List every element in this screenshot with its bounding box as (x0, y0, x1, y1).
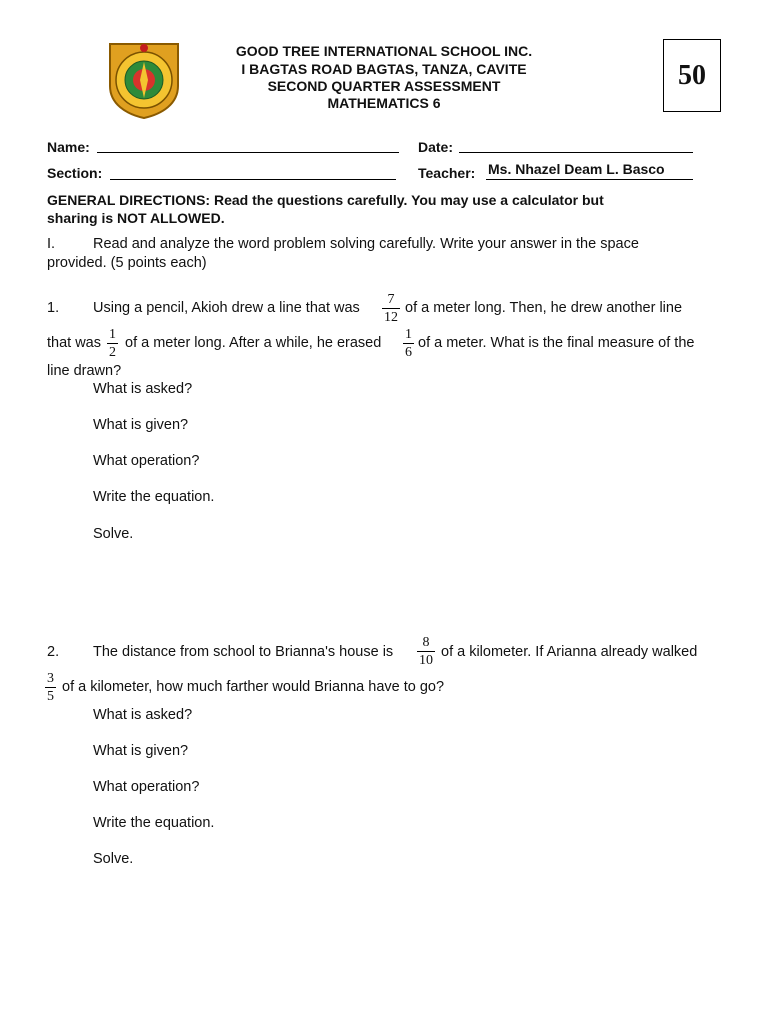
section-field[interactable] (110, 179, 396, 180)
q1-fraction-3-den: 6 (405, 345, 412, 360)
part-numeral: I. (47, 236, 56, 252)
q1-fraction-3 (403, 327, 414, 360)
date-field[interactable] (459, 152, 693, 153)
q2-prompt-operation: What operation? (93, 779, 200, 795)
q1-fraction-1-den: 12 (384, 310, 398, 325)
part-instructions: Read and analyze the word problem solving carefully. Write your answer in the space (93, 236, 639, 252)
q1-prompt-solve: Solve. (93, 526, 134, 542)
fraction-bar (45, 687, 56, 688)
q2-fraction-1-num: 8 (422, 635, 430, 650)
general-directions-cont: sharing is NOT ALLOWED. (47, 210, 225, 226)
q2-number: 2. (47, 644, 60, 660)
q2-prompt-asked: What is asked? (93, 707, 193, 723)
teacher-label: Teacher: (418, 165, 476, 181)
q1-fraction-3-num: 1 (405, 327, 412, 342)
general-directions: GENERAL DIRECTIONS: Read the questions carefully. You may use a calculator but (47, 192, 604, 208)
q2-prompt-equation: Write the equation. (93, 815, 215, 831)
q1-fraction-2-num: 1 (109, 327, 116, 342)
subject-title: MATHEMATICS 6 (327, 95, 441, 111)
total-score-box: 50 (663, 39, 721, 112)
q1-text-f: line drawn? (47, 363, 122, 379)
name-field[interactable] (97, 152, 399, 153)
fraction-bar (382, 308, 400, 309)
q1-fraction-2-den: 2 (109, 345, 116, 360)
q1-text-a: Using a pencil, Akioh drew a line that was (93, 300, 360, 316)
fraction-bar (403, 343, 414, 344)
q2-text-b: of a kilometer. If Arianna already walked (441, 644, 698, 660)
q1-prompt-operation: What operation? (93, 453, 200, 469)
q1-prompt-equation: Write the equation. (93, 489, 215, 505)
q1-prompt-asked: What is asked? (93, 381, 193, 397)
q2-text-c: of a kilometer, how much farther would Brianna have to go? (62, 679, 445, 695)
q2-prompt-given: What is given? (93, 743, 189, 759)
q2-fraction-2-num: 3 (47, 671, 54, 686)
q2-fraction-2 (45, 671, 56, 704)
q1-fraction-1-num: 7 (387, 292, 395, 307)
exam-title: SECOND QUARTER ASSESSMENT (267, 78, 501, 94)
q1-fraction-1 (382, 292, 400, 325)
q1-prompt-given: What is given? (93, 417, 189, 433)
school-address: I BAGTAS ROAD BAGTAS, TANZA, CAVITE (241, 61, 527, 77)
fraction-bar (417, 651, 435, 652)
q2-fraction-1 (417, 635, 435, 668)
part-instructions-cont: provided. (5 points each) (47, 255, 207, 271)
q2-fraction-1-den: 10 (419, 653, 433, 668)
name-label: Name: (47, 139, 90, 155)
date-label: Date: (418, 139, 454, 155)
teacher-name: Ms. Nhazel Deam L. Basco (488, 161, 665, 177)
q2-text-a: The distance from school to Brianna's house is (93, 644, 394, 660)
fraction-bar (107, 343, 118, 344)
q1-number: 1. (47, 300, 60, 316)
q2-fraction-2-den: 5 (47, 689, 54, 704)
q1-text-d: of a meter long. After a while, he erased (125, 335, 382, 351)
q1-fraction-2 (107, 327, 118, 360)
q1-text-e: of a meter. What is the final measure of the (418, 335, 695, 351)
q1-text-c: that was (47, 335, 101, 351)
teacher-field (486, 179, 693, 180)
section-label: Section: (47, 165, 103, 181)
q1-text-b: of a meter long. Then, he drew another line (405, 300, 683, 316)
q2-prompt-solve: Solve. (93, 851, 134, 867)
school-name: GOOD TREE INTERNATIONAL SCHOOL INC. (235, 43, 533, 59)
